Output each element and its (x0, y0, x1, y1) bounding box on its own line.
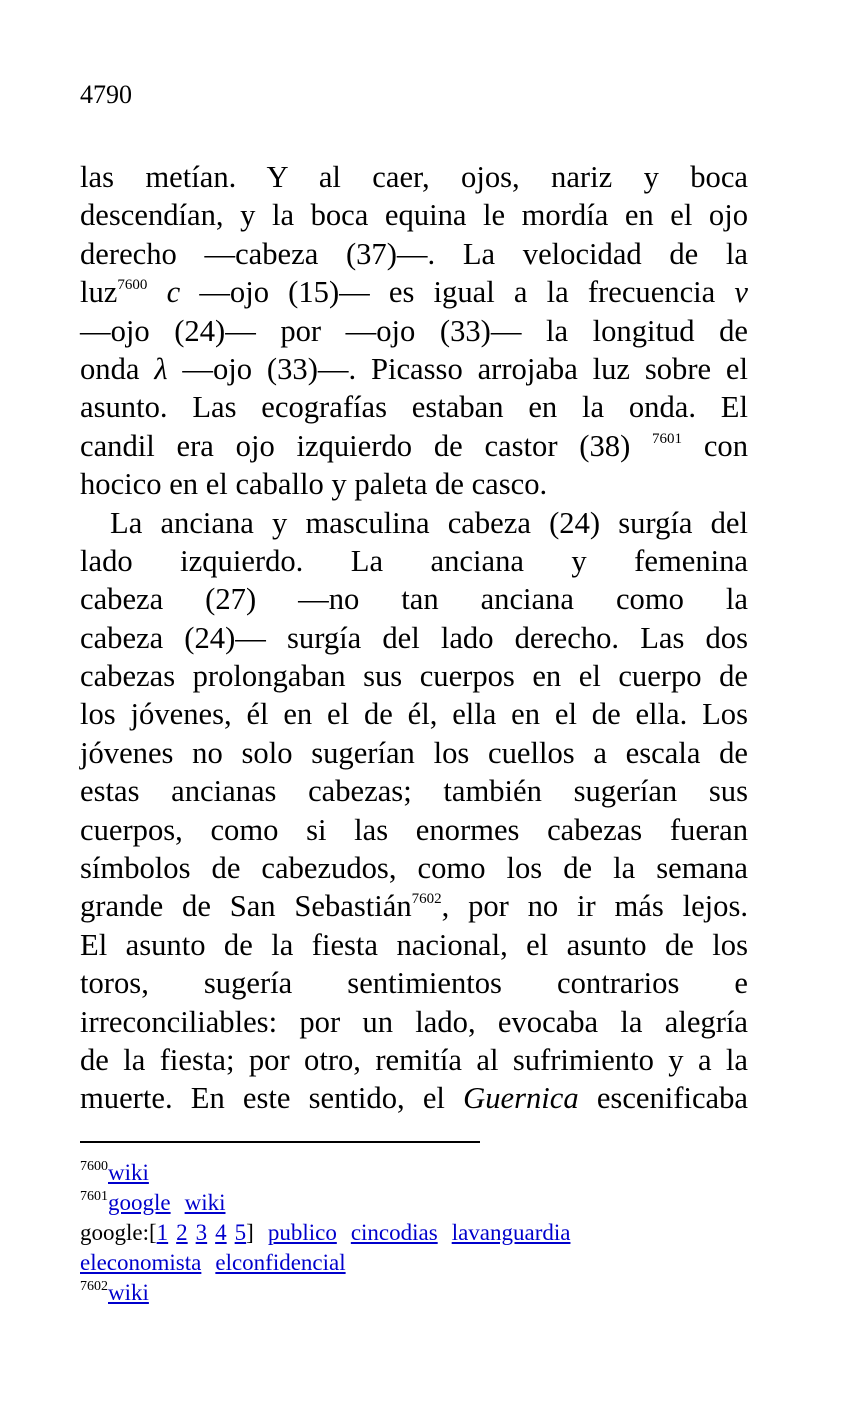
text-line: cabezas prolongaban sus cuerpos en el cuerpo de (80, 659, 748, 694)
google-result-link-1[interactable]: 1 (156, 1220, 169, 1245)
google-result-link-4[interactable]: 4 (215, 1220, 227, 1245)
footnote-7601 (80, 1188, 780, 1218)
footnote-ref-7602[interactable]: 7602 (411, 891, 442, 908)
wavelength-symbol: λ (154, 351, 168, 386)
text-line: cabeza (27) —no tan anciana como la (80, 582, 748, 617)
wiki-link[interactable]: wiki (108, 1160, 149, 1185)
frequency-symbol: v (734, 275, 748, 310)
text-line: —ojo (24)— por —ojo (33)— la longitud de (80, 313, 748, 348)
wiki-link[interactable]: wiki (184, 1190, 226, 1215)
google-result-link-5[interactable]: 5 (234, 1220, 247, 1245)
footnotes (80, 1158, 780, 1308)
google-result-link-2[interactable]: 2 (176, 1220, 188, 1245)
text-line: cabeza (24)— surgía del lado derecho. Las dos (80, 620, 748, 655)
text-line: estas ancianas cabezas; también sugerían sus (80, 774, 748, 809)
text-line: cuerpos, como si las enormes cabezas fueran (80, 812, 748, 847)
footnote-7602 (80, 1278, 780, 1308)
text-line: luz$^{7600}$ c —ojo (15)— es igual a la frecuencia v (80, 275, 748, 310)
text-line: las metían. Y al caer, ojos, nariz y boca (80, 160, 748, 194)
paragraph-first-line: La anciana y masculina cabeza (24) surgía del (110, 505, 748, 540)
elconfidencial-link[interactable]: elconfidencial (215, 1250, 346, 1275)
footnote-ref-7601[interactable]: 7601 (652, 430, 683, 447)
footnote-number: 7600 (80, 1159, 108, 1174)
text-line: jóvenes no solo sugerían los cuellos a escala de (80, 735, 748, 770)
footnote-divider (80, 1141, 480, 1143)
text-line: irreconciliables: por un lado, evocaba la alegría (80, 1004, 748, 1039)
text-line: lado izquierdo. La anciana y femenina (80, 543, 748, 578)
text-line: El asunto de la fiesta nacional, el asunto de los (80, 927, 748, 962)
footnote-7600 (80, 1158, 780, 1188)
cincodias-link[interactable]: cincodias (350, 1220, 438, 1245)
news-links-line (80, 1248, 780, 1278)
text-line: onda λ —ojo (33)—. Picasso arrojaba luz sobre el (80, 351, 748, 386)
google-results-line (80, 1218, 780, 1248)
text-line: candil era ojo izquierdo de castor (38) $^{7601}$ con (80, 428, 748, 463)
body-text (80, 158, 748, 1118)
paragraph-end-line: hocico en el caballo y paleta de casco. (80, 467, 548, 502)
text-line: los jóvenes, él en el de él, ella en el de ella. Los (80, 697, 748, 732)
footnote-number: 7602 (80, 1279, 108, 1294)
text-line: muerte. En este sentido, el Guernica escenificaba (80, 1081, 749, 1116)
text-line: de la fiesta; por otro, remitía al sufrimiento y a la (80, 1042, 748, 1077)
google-result-link-3[interactable]: 3 (195, 1220, 208, 1245)
footnote-number: 7601 (80, 1189, 108, 1204)
publico-link[interactable]: publico (267, 1220, 337, 1245)
google-link[interactable]: google (108, 1190, 171, 1215)
speed-of-light-symbol: c (166, 275, 181, 310)
eleconomista-link[interactable]: eleconomista (80, 1250, 202, 1275)
text-line: símbolos de cabezudos, como los de la semana (80, 851, 748, 886)
lavanguardia-link[interactable]: lavanguardia (451, 1220, 571, 1245)
text-line: descendían, y la boca equina le mordía en el ojo (80, 198, 748, 233)
text-line: toros, sugería sentimientos contrarios e (80, 966, 748, 1001)
guernica-title: Guernica (463, 1081, 579, 1116)
footnote-ref-7600[interactable]: 7600 (117, 277, 148, 294)
google-prefix: google:[ (80, 1220, 157, 1245)
text-line: asunto. Las ecografías estaban en la onda. El (80, 390, 748, 425)
google-suffix: ] (246, 1220, 254, 1245)
text-line: derecho —cabeza (37)—. La velocidad de la (80, 236, 748, 271)
page-number: 4790 (80, 80, 132, 109)
text-line: grande de San Sebastián$^{7602}$, por no ir más lejos. (80, 889, 748, 924)
wiki-link[interactable]: wiki (108, 1280, 149, 1305)
